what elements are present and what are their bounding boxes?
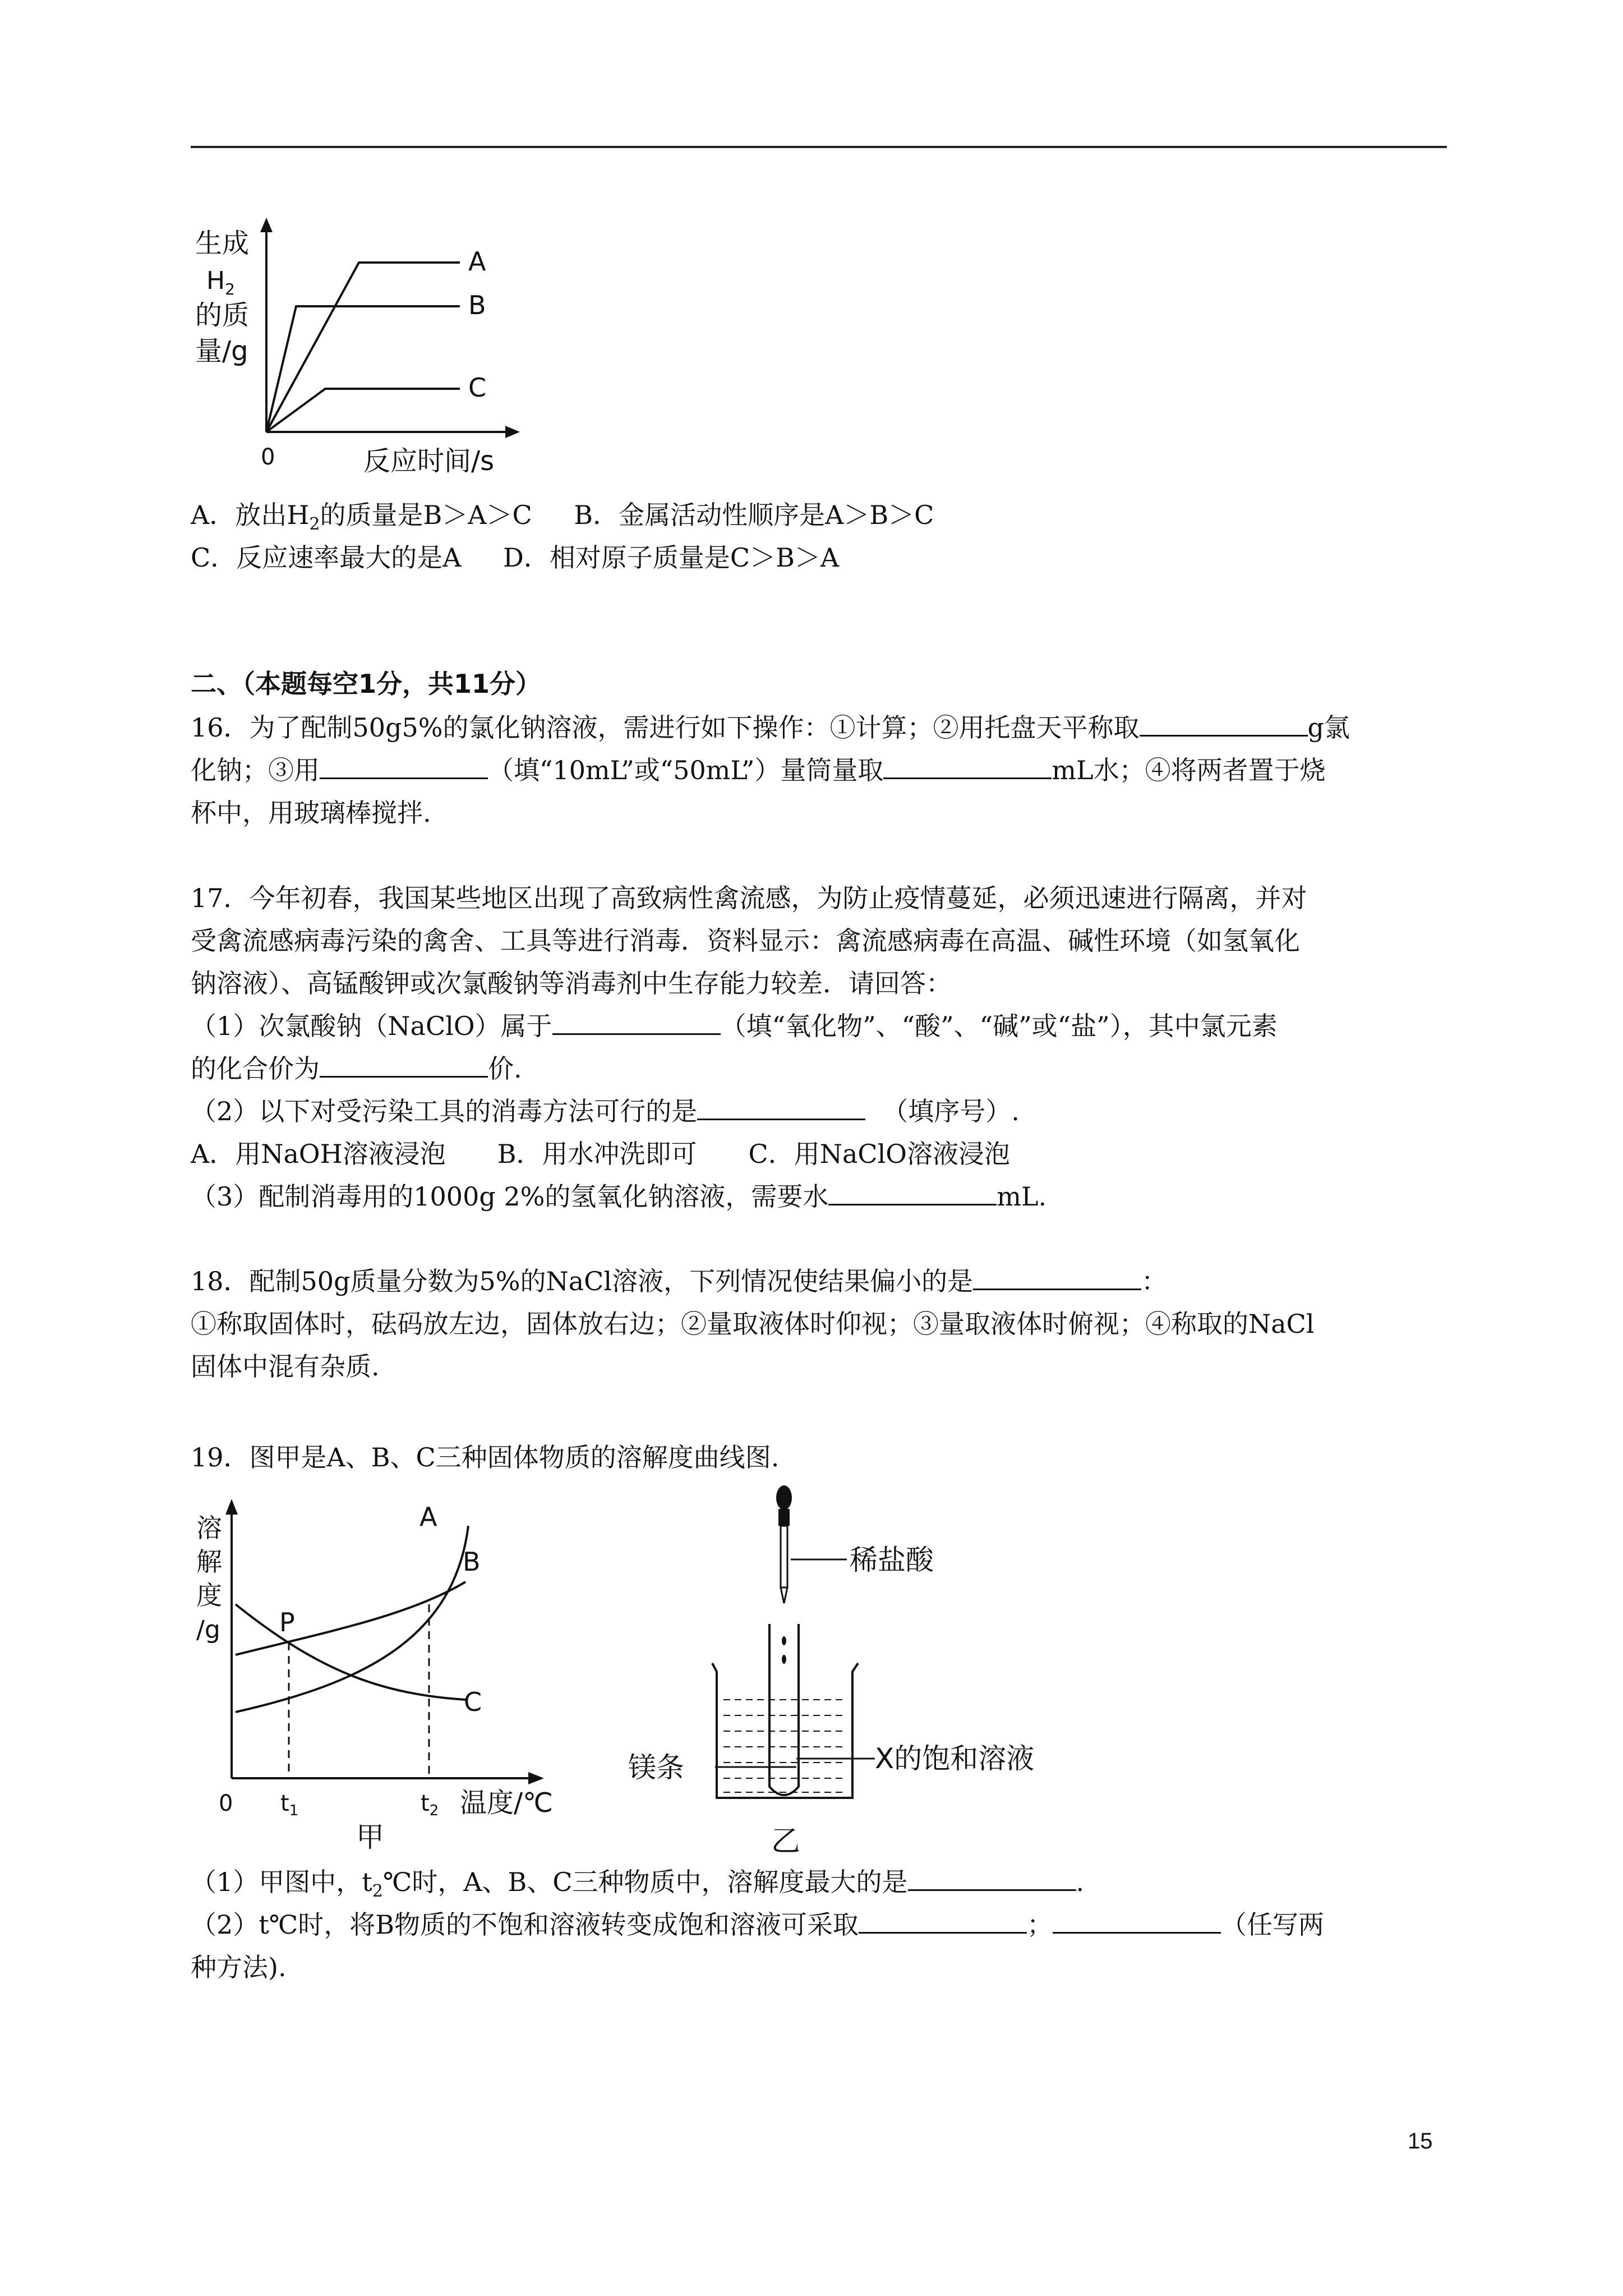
point-p-label: P	[279, 1607, 295, 1637]
q19-text-3: .	[1076, 1867, 1085, 1897]
q19-part-2	[191, 1903, 1324, 1946]
q19-line-1: 19．图甲是A、B、C三种固体物质的溶解度曲线图.	[191, 1442, 780, 1473]
ylabel-line-1: 生成	[195, 228, 250, 259]
q19-text-6: （任写两	[1221, 1910, 1325, 1940]
q18-line-1	[191, 1260, 1167, 1303]
ylabel-line-2: $H_2$	[206, 266, 235, 298]
t2-label: $t_2$	[421, 1791, 439, 1819]
q17-line-3: 钠溶液）、高锰酸钾或次氯酸钠等消毒剂中生存能力较差．请回答：	[191, 968, 952, 999]
option-b-text: B．金属活动性顺序是A＞B＞C	[574, 500, 934, 530]
x-axis	[232, 1772, 544, 1784]
q17-text-6: （填序号）.	[882, 1096, 1020, 1126]
ylabel-line-3: 的质	[195, 300, 250, 331]
solution-label: X的饱和溶液	[875, 1742, 1035, 1775]
xlabel: 反应时间/s	[363, 445, 495, 477]
ylabel-line-1: 溶	[196, 1513, 222, 1543]
q18-line-3: 固体中混有杂质.	[191, 1351, 380, 1382]
q17-blank-2[interactable]	[320, 1048, 488, 1078]
q16-line-3: 杯中，用玻璃棒搅拌.	[191, 798, 431, 828]
q16-text-4: （填“10mL”或“50mL”）量筒量取	[488, 755, 884, 785]
q18-text-2: ：	[1141, 1266, 1168, 1296]
curve-c-label: C	[468, 372, 487, 403]
ylabel-line-4: /g	[196, 1616, 220, 1644]
q16-text-2: g氯	[1307, 712, 1350, 743]
curve-c	[236, 1604, 465, 1700]
q16-line-2	[191, 749, 1326, 792]
q17-line-4	[191, 1005, 1278, 1047]
beaker-icon	[712, 1663, 858, 1798]
header-rule	[191, 146, 1447, 148]
curve-b	[266, 306, 460, 432]
q19-blank-3[interactable]	[1053, 1904, 1221, 1934]
q16-text-3: 化钠；③用	[191, 755, 320, 785]
ylabel-line-4: 量/g	[195, 335, 248, 367]
option-d-text: D．相对原子质量是C＞B＞A	[503, 542, 840, 573]
curve-b-label: B	[463, 1547, 481, 1577]
q16-blank-1[interactable]	[1140, 707, 1308, 737]
curve-c	[266, 389, 460, 432]
q17-line-2: 受禽流感病毒污染的禽舍、工具等进行消毒．资料显示：禽流感病毒在高温、碱性环境（如氢氧化	[191, 926, 1300, 956]
page-number: 15	[1408, 2129, 1433, 2154]
q17-text-3: 的化合价为	[191, 1053, 320, 1084]
ylabel-line-2: 解	[196, 1547, 222, 1577]
q17-line-8	[191, 1175, 1046, 1218]
apparatus-diagram	[628, 1481, 1066, 1862]
q17-text-5: （2）以下对受污染工具的消毒方法可行的是	[191, 1096, 698, 1126]
ylabel-line-3: 度	[196, 1580, 222, 1611]
q19-blank-2[interactable]	[859, 1904, 1027, 1934]
q17-text-1: （1）次氯酸钠（NaClO）属于	[191, 1011, 552, 1041]
q19-t2-sub: 2	[372, 1881, 383, 1902]
q19-text-5: ；	[1027, 1910, 1053, 1940]
test-tube-icon	[769, 1624, 799, 1795]
t1-label: $t_1$	[280, 1791, 299, 1819]
q16-blank-2[interactable]	[320, 749, 488, 779]
curve-c-label: C	[464, 1687, 482, 1717]
y-axis	[260, 218, 273, 432]
figure-caption-yi: 乙	[771, 1825, 801, 1858]
q17-text-4: 价.	[488, 1053, 522, 1084]
option-a-text: A．放出$H_2$的质量是B＞A＞C	[191, 500, 532, 535]
curve-b-label: B	[468, 290, 486, 320]
curve-a-label: A	[468, 246, 486, 277]
q15-options-line-2	[191, 536, 839, 579]
mg-label: 镁条	[628, 1751, 684, 1784]
q17-text-8: mL.	[997, 1181, 1047, 1212]
q16-text-5: mL水；④将两者置于烧	[1052, 755, 1326, 785]
y-axis	[225, 1499, 238, 1778]
q19-text-2: ℃时，A、B、C三种物质中，溶解度最大的是	[382, 1867, 908, 1897]
curve-a-label: A	[419, 1502, 437, 1532]
solubility-curve-graph	[185, 1492, 589, 1851]
acid-label: 稀盐酸	[850, 1544, 934, 1576]
q17-blank-1[interactable]	[552, 1005, 721, 1035]
origin-label: 0	[261, 444, 275, 470]
q16-line-1	[191, 706, 1350, 749]
q16-text-1: 16．为了配制50g5%的氯化钠溶液，需进行如下操作：①计算；②用托盘天平称取	[191, 712, 1140, 743]
q19-text-4: （2）t℃时，将B物质的不饱和溶液转变成饱和溶液可采取	[191, 1910, 859, 1940]
x-axis	[266, 426, 520, 438]
h2-mass-graph	[185, 213, 533, 482]
figure-caption-jia: 甲	[356, 1821, 384, 1851]
q17-line-6	[191, 1090, 1020, 1133]
q17-line-7: A．用NaOH溶液浸泡 B．用水冲洗即可 C．用NaClO溶液浸泡	[191, 1139, 1011, 1169]
q18-text-1: 18．配制50g质量分数为5%的NaCl溶液，下列情况使结果偏小的是	[191, 1266, 974, 1296]
q18-line-2: ①称取固体时，砝码放左边，固体放右边；②量取液体时仰视；③量取液体时俯视；④称取的NaCl	[191, 1309, 1315, 1339]
q19-blank-1[interactable]	[908, 1861, 1076, 1891]
q19-text-1: （1）甲图中，t	[191, 1867, 372, 1897]
q17-blank-3[interactable]	[697, 1091, 865, 1120]
q18-blank-1[interactable]	[973, 1260, 1141, 1290]
section-2-heading: 二、（本题每空1分，共11分）	[191, 669, 542, 699]
q17-line-1: 17．今年初春，我国某些地区出现了高致病性禽流感，为防止疫情蔓延，必须迅速进行隔离，并对	[191, 883, 1307, 913]
q17-text-2: （填“氧化物”、“酸”、“碱”或“盐”），其中氯元素	[720, 1011, 1278, 1041]
option-c-text: C．反应速率最大的是A	[191, 542, 462, 573]
dropper-icon	[776, 1485, 792, 1603]
curve-a	[266, 263, 460, 432]
q17-text-7: （3）配制消毒用的1000g 2%的氢氧化钠溶液，需要水	[191, 1181, 829, 1212]
origin-label: 0	[219, 1791, 233, 1816]
q19-part-3: 种方法).	[191, 1952, 287, 1982]
curve-a	[236, 1526, 468, 1712]
q16-blank-3[interactable]	[883, 749, 1052, 779]
q17-blank-4[interactable]	[828, 1176, 997, 1205]
q17-line-5	[191, 1047, 522, 1090]
xlabel: 温度/℃	[460, 1787, 554, 1819]
